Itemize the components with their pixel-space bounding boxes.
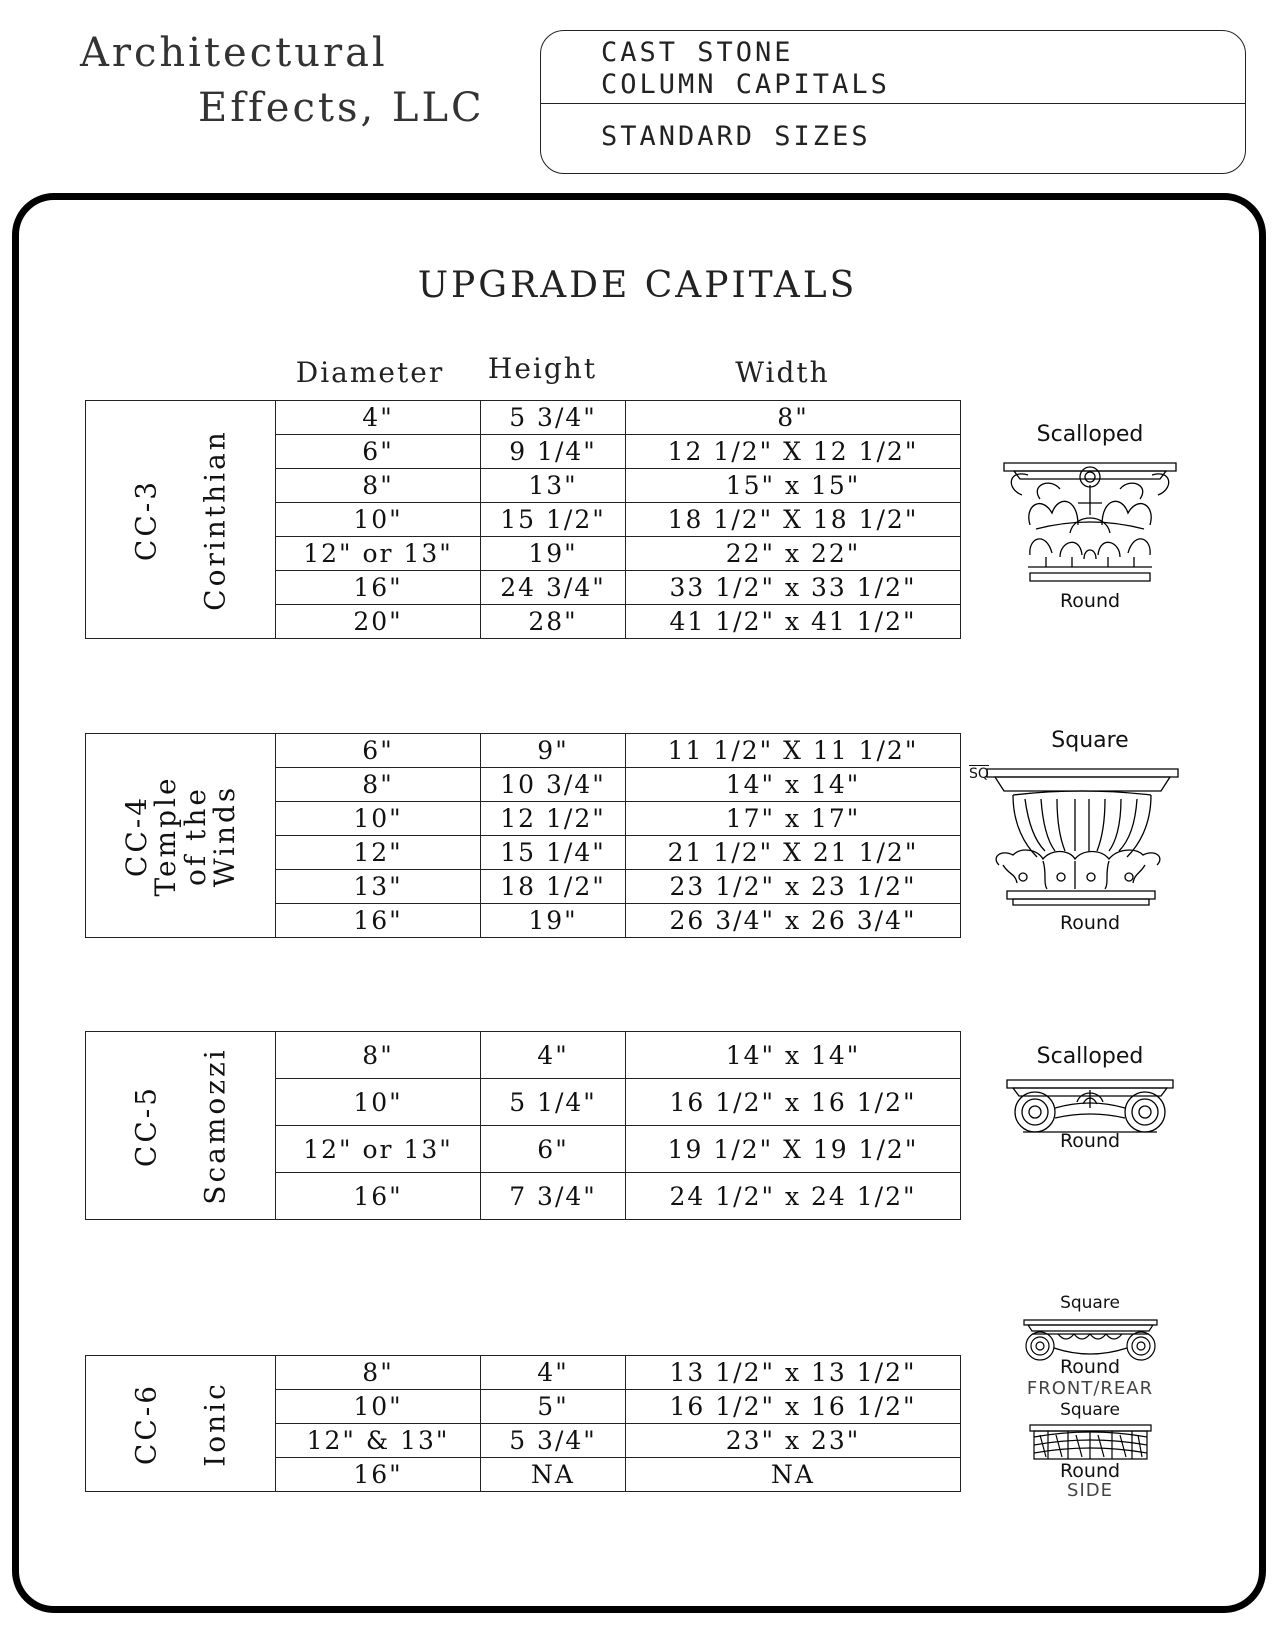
diameter-cell: 8" xyxy=(276,768,481,802)
height-cell: 7 3/4" xyxy=(481,1173,626,1220)
height-cell: NA xyxy=(481,1458,626,1492)
height-cell: 5" xyxy=(481,1390,626,1424)
height-cell: 13" xyxy=(481,469,626,503)
company-name-line2: Effects, LLC xyxy=(198,85,485,131)
capital-label-cell xyxy=(86,1032,276,1220)
cc4-top-label: Square xyxy=(1051,728,1129,753)
cc3-top-label: Scalloped xyxy=(1036,422,1144,447)
cc6-side-bottom-label: Round xyxy=(1059,1460,1121,1482)
label-spacer xyxy=(161,429,201,611)
diameter-cell: 12" xyxy=(276,836,481,870)
column-header-width: Width xyxy=(735,356,830,389)
diameter-cell: 12" & 13" xyxy=(276,1424,481,1458)
diameter-cell: 16" xyxy=(276,904,481,938)
height-cell: 12 1/2" xyxy=(481,802,626,836)
spec-table-cc3 xyxy=(85,400,961,639)
capital-code: CC-4 xyxy=(119,794,153,877)
width-cell: 13 1/2" x 13 1/2" xyxy=(626,1356,961,1390)
diameter-cell: 16" xyxy=(276,571,481,605)
height-cell: 19" xyxy=(481,904,626,938)
diameter-cell: 10" xyxy=(276,802,481,836)
width-cell: 33 1/2" x 33 1/2" xyxy=(626,571,961,605)
height-cell: 5 3/4" xyxy=(481,1424,626,1458)
capital-name-line: of the xyxy=(178,785,212,886)
width-cell: 26 3/4" x 26 3/4" xyxy=(626,904,961,938)
capital-code: CC-3 xyxy=(129,478,163,561)
section-title: UPGRADE CAPITALS xyxy=(417,265,858,306)
width-cell: 16 1/2" x 16 1/2" xyxy=(626,1079,961,1126)
diameter-cell: 8" xyxy=(276,469,481,503)
capital-name-line: Corinthian xyxy=(198,428,232,611)
diameter-cell: 4" xyxy=(276,401,481,435)
height-cell: 5 3/4" xyxy=(481,401,626,435)
diameter-cell: 16" xyxy=(276,1458,481,1492)
capital-label xyxy=(119,774,241,897)
capital-label xyxy=(131,1047,230,1204)
height-cell: 18 1/2" xyxy=(481,870,626,904)
width-cell: 41 1/2" x 41 1/2" xyxy=(626,605,961,639)
diameter-cell: 12" or 13" xyxy=(276,1126,481,1173)
width-cell: 14" x 14" xyxy=(626,768,961,802)
title-line2: COLUMN CAPITALS xyxy=(601,69,890,100)
diameter-cell: 10" xyxy=(276,503,481,537)
cc6-front-caption: FRONT/REAR xyxy=(1026,1378,1154,1399)
capital-name-line: Winds xyxy=(207,784,241,887)
diameter-cell: 20" xyxy=(276,605,481,639)
cc6-side-top-label: Square xyxy=(1060,1400,1120,1420)
height-cell: 28" xyxy=(481,605,626,639)
scamozzi-capital-illustration xyxy=(1005,1078,1175,1138)
cc5-top-label: Scalloped xyxy=(1036,1044,1144,1069)
height-cell: 15 1/4" xyxy=(481,836,626,870)
capital-label-cell xyxy=(86,401,276,639)
diameter-cell: 12" or 13" xyxy=(276,537,481,571)
subtitle: STANDARD SIZES xyxy=(601,121,871,152)
height-cell: 9" xyxy=(481,734,626,768)
diameter-cell: 10" xyxy=(276,1079,481,1126)
height-cell: 15 1/2" xyxy=(481,503,626,537)
diameter-cell: 8" xyxy=(276,1356,481,1390)
width-cell: 16 1/2" x 16 1/2" xyxy=(626,1390,961,1424)
capital-name-line: Scamozzi xyxy=(198,1046,232,1205)
column-header-height: Height xyxy=(487,352,598,385)
spec-table-cc4 xyxy=(85,733,961,938)
height-cell: 9 1/4" xyxy=(481,435,626,469)
height-cell: 5 1/4" xyxy=(481,1079,626,1126)
cc6-front-bottom-label: Round xyxy=(1059,1356,1121,1378)
table-row xyxy=(86,1356,961,1390)
label-spacer xyxy=(161,1047,201,1204)
capital-label-cell xyxy=(86,1356,276,1492)
capital-label xyxy=(131,1381,230,1467)
diameter-cell: 6" xyxy=(276,734,481,768)
width-cell: 8" xyxy=(626,401,961,435)
width-cell: 17" x 17" xyxy=(626,802,961,836)
diameter-cell: 16" xyxy=(276,1173,481,1220)
title-line1: CAST STONE xyxy=(601,37,794,68)
capital-code: CC-6 xyxy=(129,1382,163,1465)
column-header-diameter: Diameter xyxy=(295,356,445,389)
width-cell: 24 1/2" x 24 1/2" xyxy=(626,1173,961,1220)
height-cell: 4" xyxy=(481,1032,626,1079)
cc4-bottom-label: Round xyxy=(1059,912,1121,934)
width-cell: 14" x 14" xyxy=(626,1032,961,1079)
title-box xyxy=(540,30,1246,174)
height-cell: 24 3/4" xyxy=(481,571,626,605)
spec-table-cc6 xyxy=(85,1355,961,1492)
cc6-side-caption: SIDE xyxy=(1067,1480,1113,1501)
width-cell: 11 1/2" X 11 1/2" xyxy=(626,734,961,768)
width-cell: 19 1/2" X 19 1/2" xyxy=(626,1126,961,1173)
width-cell: 21 1/2" X 21 1/2" xyxy=(626,836,961,870)
diameter-cell: 13" xyxy=(276,870,481,904)
diameter-cell: 10" xyxy=(276,1390,481,1424)
title-divider xyxy=(541,103,1245,104)
cc5-bottom-label: Round xyxy=(1059,1130,1121,1152)
table-row xyxy=(86,734,961,768)
label-spacer xyxy=(161,1381,201,1467)
width-cell: NA xyxy=(626,1458,961,1492)
height-cell: 10 3/4" xyxy=(481,768,626,802)
company-name-line1: Architectural xyxy=(80,30,388,76)
cc4-sq-marker: $\overline{SQ}$ xyxy=(969,766,989,782)
width-cell: 15" x 15" xyxy=(626,469,961,503)
capital-name-line: Ionic xyxy=(198,1380,232,1467)
width-cell: 23" x 23" xyxy=(626,1424,961,1458)
cc6-front-top-label: Square xyxy=(1060,1293,1120,1313)
capital-code: CC-5 xyxy=(129,1084,163,1167)
width-cell: 18 1/2" X 18 1/2" xyxy=(626,503,961,537)
cc3-bottom-label: Round xyxy=(1059,590,1121,612)
capital-label-cell xyxy=(86,734,276,938)
table-row xyxy=(86,1032,961,1079)
corinthian-capital-illustration xyxy=(1000,455,1180,590)
ionic-capital-side-illustration xyxy=(1028,1423,1153,1463)
diameter-cell: 8" xyxy=(276,1032,481,1079)
width-cell: 22" x 22" xyxy=(626,537,961,571)
capital-label xyxy=(131,429,230,611)
temple-of-winds-capital-illustration xyxy=(985,765,1180,920)
height-cell: 6" xyxy=(481,1126,626,1173)
table-row xyxy=(86,401,961,435)
height-cell: 19" xyxy=(481,537,626,571)
height-cell: 4" xyxy=(481,1356,626,1390)
spec-table-cc5 xyxy=(85,1031,961,1220)
width-cell: 12 1/2" X 12 1/2" xyxy=(626,435,961,469)
diameter-cell: 6" xyxy=(276,435,481,469)
capital-name-line: Temple xyxy=(149,774,183,897)
width-cell: 23 1/2" x 23 1/2" xyxy=(626,870,961,904)
